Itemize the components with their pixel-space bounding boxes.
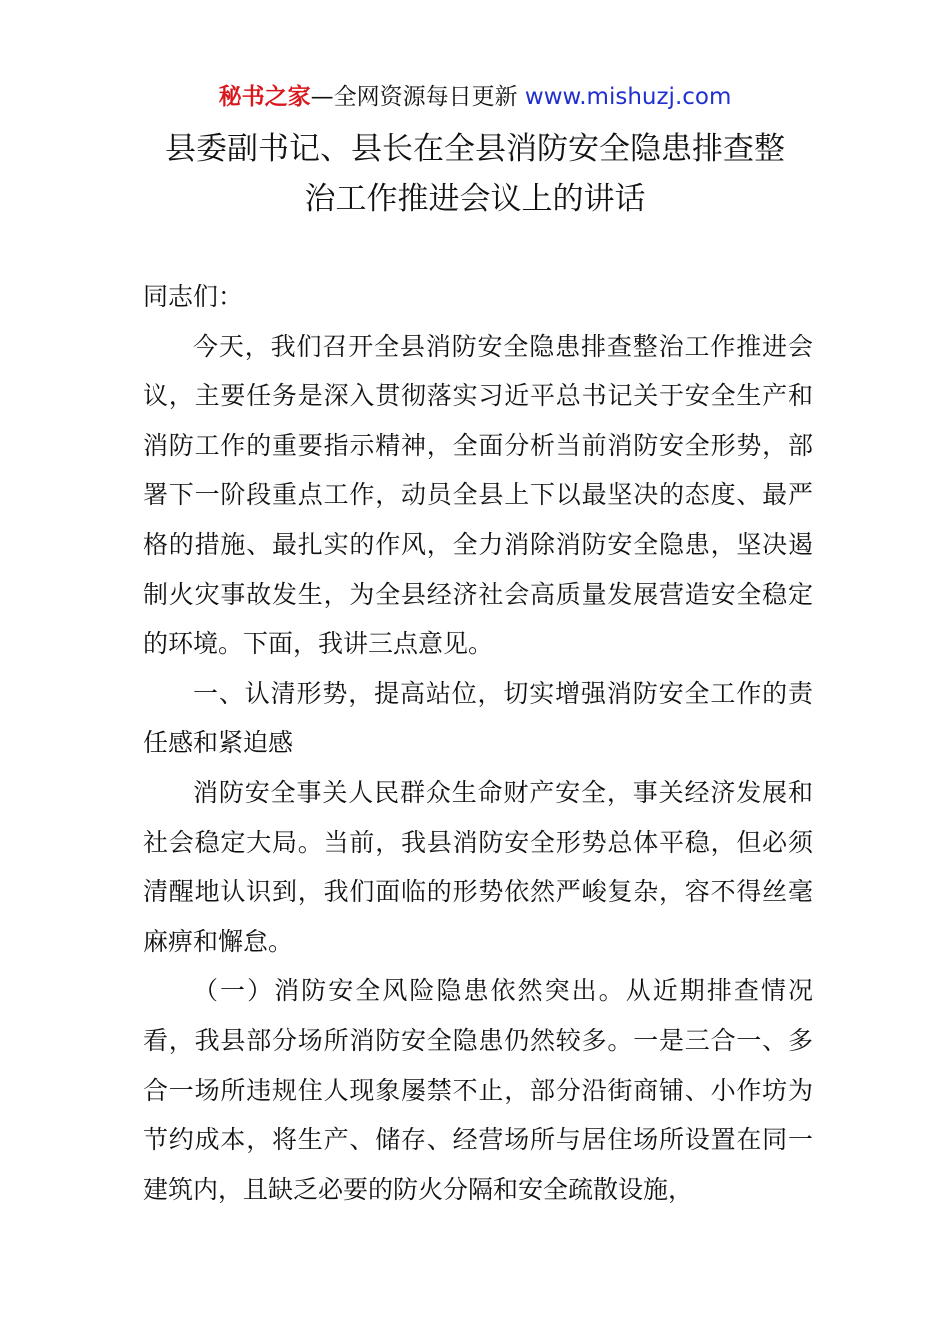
title-line-2: 治工作推进会议上的讲话 [304,181,646,217]
paragraph-intro: 今天，我们召开全县消防安全隐患排查整治工作推进会议，主要任务是深入贯彻落实习近平总书记关于安全生产和消防工作的重要指示精神，全面分析当前消防安全形势，部署下一阶段重点工作，动员全县上下以最坚决的态度、最严格的措施、最扎实的作风，全力消除消防安全隐患，坚决遏制火灾事故发生，为全县经济社会高质量发展营造安全稳定的环境。下面，我讲三点意见。 [143,331,813,659]
document-body [143,272,813,1214]
paragraph-risks: （一）消防安全风险隐患依然突出。从近期排查情况看，我县部分场所消防安全隐患仍然较多。一是三合一、多合一场所违规住人现象屡禁不止，部分沿街商铺、小作坊为节约成本，将生产、储存、经营场所与居住场所设置在同一建筑内，且缺乏必要的防火分隔和安全疏散设施， [143,976,813,1204]
site-header [0,80,950,114]
document-title [100,124,850,224]
section-heading-1: 一、认清形势，提高站位，切实增强消防安全工作的责任感和紧迫感 [143,678,813,758]
salutation: 同志们： [143,282,244,311]
title-line-1: 县委副书记、县长在全县消防安全隐患排查整 [165,131,785,167]
site-url: www.mishuzj.com [524,84,732,110]
header-tagline: —全网资源每日更新 [310,84,518,110]
paragraph-situation: 消防安全事关人民群众生命财产安全，事关经济发展和社会稳定大局。当前，我县消防安全形势总体平稳，但必须清醒地认识到，我们面临的形势依然严峻复杂，容不得丝毫麻痹和懈怠。 [143,777,813,956]
brand-name: 秘书之家 [218,84,311,110]
